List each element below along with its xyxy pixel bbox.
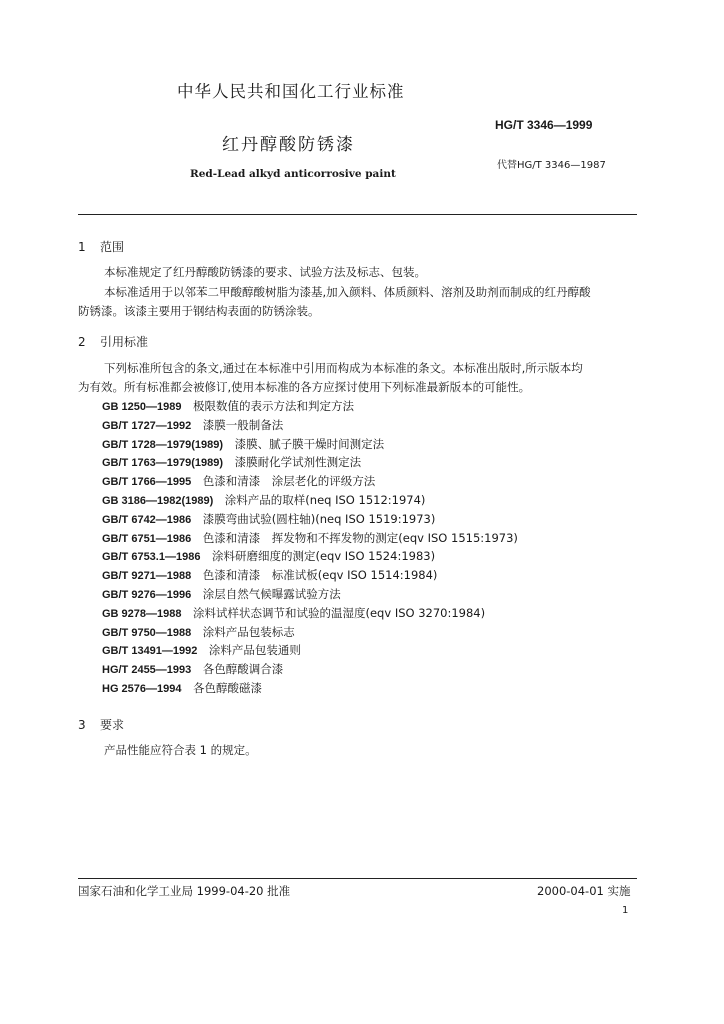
reference-item bbox=[102, 492, 518, 511]
reference-title: 漆膜一般制备法 bbox=[202, 417, 284, 432]
reference-title: 色漆和清漆 涂层老化的评级方法 bbox=[202, 474, 376, 489]
section-title: 要求 bbox=[100, 718, 125, 732]
section-number: 2 bbox=[78, 335, 86, 349]
reference-item bbox=[102, 436, 518, 455]
reference-code: GB/T 1763—1979(1989) bbox=[102, 457, 224, 470]
document-title: 红丹醇酸防锈漆 bbox=[222, 135, 355, 155]
reference-item bbox=[102, 398, 518, 417]
reference-code: GB/T 1727—1992 bbox=[102, 419, 192, 432]
reference-item bbox=[102, 624, 518, 643]
reference-code: GB 1250—1989 bbox=[102, 401, 182, 413]
reference-item bbox=[102, 511, 518, 530]
reference-code: GB/T 1728—1979(1989) bbox=[102, 438, 224, 451]
section-title: 范围 bbox=[100, 240, 125, 254]
section-number: 1 bbox=[78, 240, 86, 254]
paragraph: 本标准规定了红丹醇酸防锈漆的要求、试验方法及标志、包装。 bbox=[104, 265, 426, 279]
section-heading-scope bbox=[78, 238, 124, 255]
implementation-date: 2000-04-01 实施 bbox=[537, 884, 631, 898]
reference-item bbox=[102, 530, 518, 549]
reference-code: GB 9278—1988 bbox=[102, 607, 182, 620]
paragraph: 本标准适用于以邻苯二甲酸醇酸树脂为漆基,加入颜料、体质颜料、溶剂及助剂而制成的红丹醇酸 bbox=[104, 285, 591, 299]
reference-code: GB/T 9271—1988 bbox=[102, 570, 192, 583]
reference-item bbox=[102, 473, 518, 492]
footer-divider bbox=[78, 878, 637, 879]
reference-code: GB/T 6753.1—1986 bbox=[102, 551, 201, 564]
reference-item bbox=[102, 586, 518, 605]
reference-code: GB/T 1766—1995 bbox=[102, 476, 192, 489]
reference-title: 漆膜、腻子膜干燥时间测定法 bbox=[234, 436, 385, 451]
reference-code: GB/T 6742—1986 bbox=[102, 513, 192, 526]
english-title: Red-Lead alkyd anticorrosive paint bbox=[190, 168, 396, 180]
reference-title: 各色醇酸调合漆 bbox=[202, 662, 284, 677]
approval-date: 国家石油和化学工业局 1999-04-20 批准 bbox=[78, 884, 291, 898]
reference-title: 漆膜弯曲试验(圆柱轴)(neq ISO 1519:1973) bbox=[202, 511, 436, 526]
standard-org-header: 中华人民共和国化工行业标准 bbox=[177, 82, 405, 101]
paragraph: 防锈漆。该漆主要用于钢结构表面的防锈涂装。 bbox=[78, 304, 320, 318]
reference-code: GB/T 6751—1986 bbox=[102, 532, 192, 545]
reference-code: GB 3186—1982(1989) bbox=[102, 494, 214, 507]
reference-item bbox=[102, 642, 518, 661]
reference-item bbox=[102, 454, 518, 473]
reference-title: 涂料产品包装标志 bbox=[202, 624, 295, 639]
reference-code: GB/T 13491—1992 bbox=[102, 645, 198, 658]
reference-title: 色漆和清漆 标准试板(eqv ISO 1514:1984) bbox=[202, 568, 438, 583]
header-divider bbox=[78, 214, 637, 215]
reference-item bbox=[102, 661, 518, 680]
paragraph: 为有效。所有标准都会被修订,使用本标准的各方应探讨使用下列标准最新版本的可能性。 bbox=[78, 380, 531, 394]
reference-list bbox=[102, 398, 518, 699]
paragraph: 产品性能应符合表 1 的规定。 bbox=[104, 743, 257, 757]
paragraph: 下列标准所包含的条文,通过在本标准中引用而构成为本标准的条文。本标准出版时,所示版本均 bbox=[104, 361, 583, 375]
reference-item bbox=[102, 680, 518, 699]
reference-title: 涂料产品包装通则 bbox=[208, 643, 301, 658]
reference-title: 涂料试样状态调节和试验的温湿度(eqv ISO 3270:1984) bbox=[193, 605, 486, 620]
reference-title: 色漆和清漆 挥发物和不挥发物的测定(eqv ISO 1515:1973) bbox=[202, 530, 518, 545]
reference-code: GB/T 9276—1996 bbox=[102, 588, 192, 601]
reference-title: 各色醇酸磁漆 bbox=[193, 680, 262, 695]
replaces-standard: 代替HG/T 3346—1987 bbox=[497, 160, 606, 171]
reference-code: GB/T 9750—1988 bbox=[102, 626, 192, 639]
reference-code: HG 2576—1994 bbox=[102, 682, 182, 695]
section-heading-requirements bbox=[78, 716, 124, 733]
section-heading-references bbox=[78, 333, 148, 350]
section-title: 引用标准 bbox=[100, 335, 149, 349]
reference-title: 极限数值的表示方法和判定方法 bbox=[193, 399, 354, 413]
section-number: 3 bbox=[78, 718, 86, 732]
reference-title: 涂层自然气候曝露试验方法 bbox=[202, 586, 341, 601]
standard-number: HG/T 3346—1999 bbox=[495, 118, 593, 132]
reference-title: 涂料产品的取样(neq ISO 1512:1974) bbox=[224, 492, 426, 507]
reference-title: 涂料研磨细度的测定(eqv ISO 1524:1983) bbox=[211, 549, 436, 564]
reference-title: 漆膜耐化学试剂性测定法 bbox=[234, 455, 362, 470]
page-number: 1 bbox=[622, 905, 629, 916]
reference-code: HG/T 2455—1993 bbox=[102, 664, 192, 677]
reference-item bbox=[102, 567, 518, 586]
reference-item bbox=[102, 417, 518, 436]
reference-item bbox=[102, 605, 518, 624]
reference-item bbox=[102, 548, 518, 567]
